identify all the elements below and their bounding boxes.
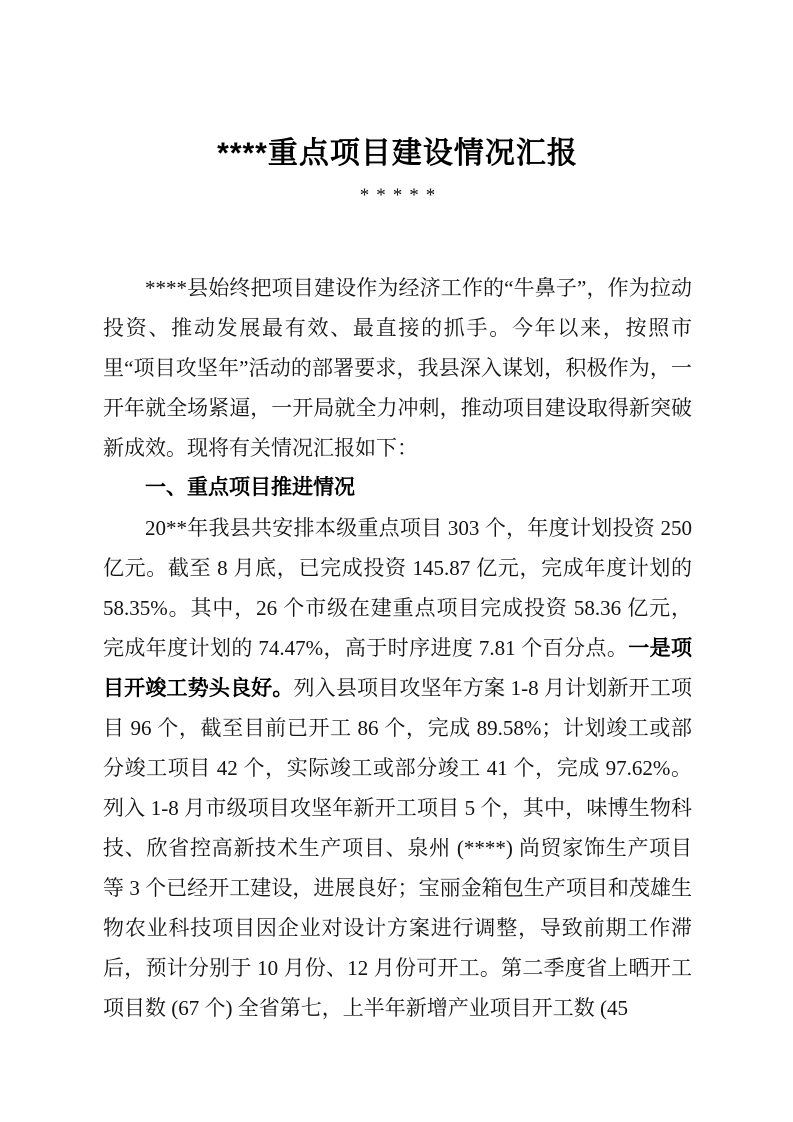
bold-emphasis-run: 一是项目开竣工势头良好。 [103, 636, 692, 700]
document-title: ****重点项目建设情况汇报 [217, 137, 578, 170]
section1-paragraph [103, 508, 692, 1028]
text-run-after-emphasis: 列入县项目攻坚年方案 1-8 月计划新开工项目 96 个，截至目前已开工 86 个，完成 89.58%；计划竣工或部分竣工项目 42 个，实际竣工或部分竣工 41 个，完成 97.62%。列入 1-8 月市级项目攻坚年新开工项目 5 个，其中，味博生物科技、欣省控高新技术生产项目、泉州 (****) 尚贸家饰生产项目等 3 个已经开工建设，进展良好；宝丽金箱包生产项目和茂雄生物农业科技项目因企业对设计方案进行调整，导致前期工作滞后，预计分别于 10 月份、12 月份可开工。第二季度省上晒开工项目数 (67 个) 全省第七，上半年新增产业项目开工数 (45 [103, 676, 692, 1020]
text-run-before-emphasis: 20**年我县共安排本级重点项目 303 个，年度计划投资 250 亿元。截至 8 月底，已完成投资 145.87 亿元，完成年度计划的 58.35%。其中，26 个市级在建重点项目完成投资 58.36 亿元，完成年度计划的 74.47%，高于时序进度 7.81 个百分点。 [103, 516, 692, 660]
document-body [103, 268, 692, 1028]
document-subtitle: ***** [359, 185, 443, 206]
section-heading-1: 一、重点项目推进情况 [145, 476, 355, 499]
intro-paragraph: ****县始终把项目建设作为经济工作的“牛鼻子”，作为拉动投资、推动发展最有效、最直接的抓手。今年以来，按照市里“项目攻坚年”活动的部署要求，我县深入谋划，积极作为，一开年就全场紧逼，一开局就全力冲刺，推动项目建设取得新突破新成效。现将有关情况汇报如下： [103, 276, 692, 460]
